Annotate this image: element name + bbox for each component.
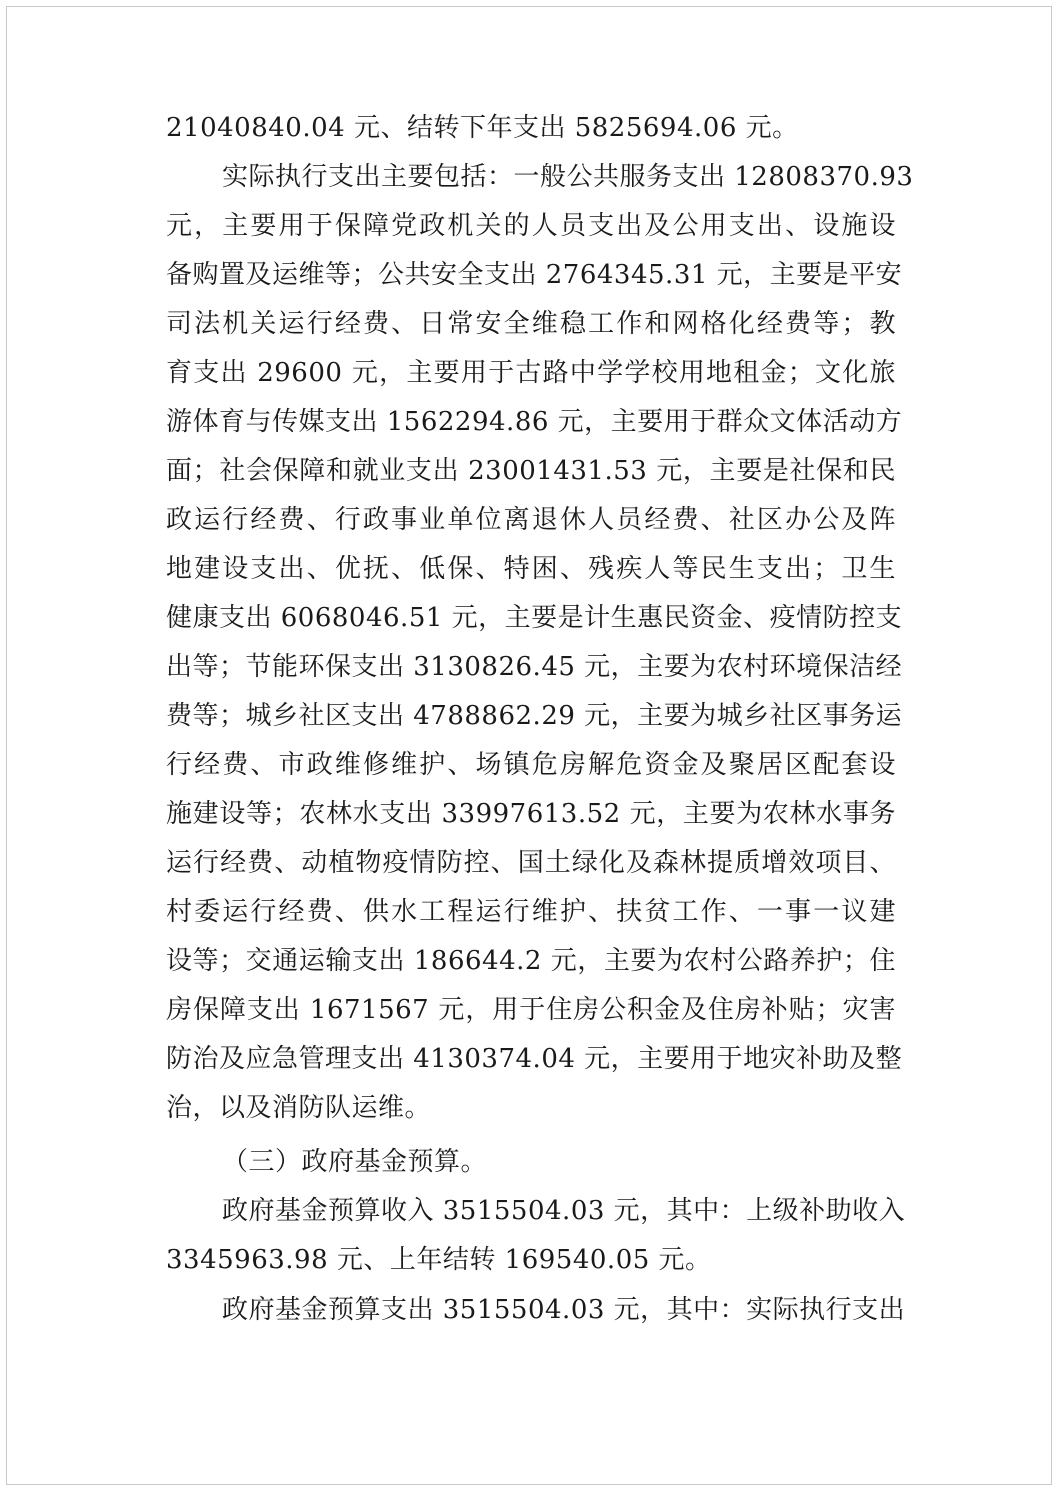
paragraph-line: 面；社会保障和就业支出 23001431.53 元，主要是社保和民 xyxy=(166,456,896,486)
paragraph-line: 健康支出 6068046.51 元，主要是计生惠民资金、疫情防控支 xyxy=(166,603,903,633)
paragraph-line: 备购置及运维等；公共安全支出 2764345.31 元，主要是平安 xyxy=(166,260,903,290)
paragraph-line: 施建设等；农林水支出 33997613.52 元，主要为农林水事务 xyxy=(166,799,896,829)
paragraph-line: 村委运行经费、供水工程运行维护、扶贫工作、一事一议建 xyxy=(166,897,896,927)
paragraph-line: 防治及应急管理支出 4130374.04 元，主要用于地灾补助及整 xyxy=(166,1044,903,1074)
paragraph-line: 元，主要用于保障党政机关的人员支出及公用支出、设施设 xyxy=(166,211,896,241)
paragraph-line: 育支出 29600 元，主要用于古路中学学校用地租金；文化旅 xyxy=(166,358,896,388)
section-heading: （三）政府基金预算。 xyxy=(222,1147,488,1177)
paragraph-line: 费等；城乡社区支出 4788862.29 元，主要为城乡社区事务运 xyxy=(166,701,903,731)
paragraph-line: 司法机关运行经费、日常安全维稳工作和网格化经费等；教 xyxy=(166,309,896,339)
paragraph-line: 设等；交通运输支出 186644.2 元，主要为农村公路养护；住 xyxy=(166,946,896,976)
paragraph-line: 3345963.98 元、上年结转 169540.05 元。 xyxy=(166,1245,712,1275)
paragraph-line: 21040840.04 元、结转下年支出 5825694.06 元。 xyxy=(166,113,799,143)
paragraph-line: 游体育与传媒支出 1562294.86 元，主要用于群众文体活动方 xyxy=(166,407,903,437)
paragraph-line: 行经费、市政维修维护、场镇危房解危资金及聚居区配套设 xyxy=(166,750,896,780)
paragraph-line: 地建设支出、优抚、低保、特困、残疾人等民生支出；卫生 xyxy=(166,554,896,584)
paragraph-line: 政府基金预算收入 3515504.03 元，其中：上级补助收入 xyxy=(222,1196,906,1226)
paragraph-line: 政运行经费、行政事业单位离退休人员经费、社区办公及阵 xyxy=(166,505,896,535)
paragraph-line: 政府基金预算支出 3515504.03 元，其中：实际执行支出 xyxy=(222,1295,906,1325)
paragraph-line: 出等；节能环保支出 3130826.45 元，主要为农村环境保洁经 xyxy=(166,652,903,682)
paragraph-line: 房保障支出 1671567 元，用于住房公积金及住房补贴；灾害 xyxy=(166,995,896,1025)
paragraph-line: 实际执行支出主要包括：一般公共服务支出 12808370.93 xyxy=(222,162,914,192)
paragraph-line: 治，以及消防队运维。 xyxy=(166,1093,432,1123)
paragraph-line: 运行经费、动植物疫情防控、国土绿化及森林提质增效项目、 xyxy=(166,848,896,878)
